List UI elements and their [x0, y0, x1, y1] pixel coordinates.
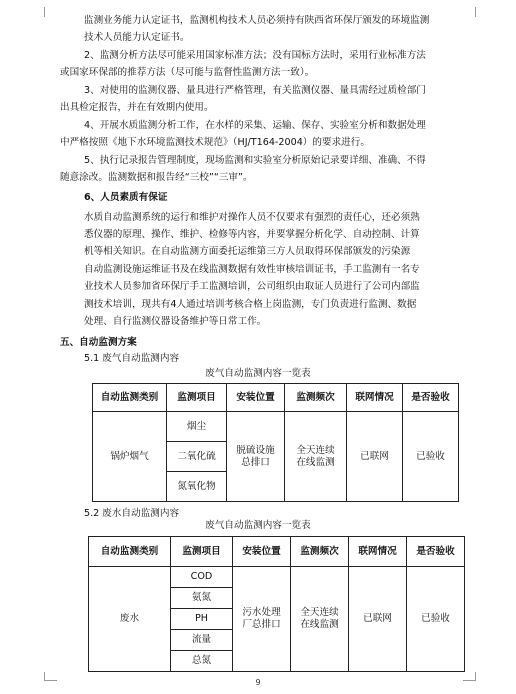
- table-caption: 废气自动监测内容一览表: [205, 520, 311, 531]
- crop-mark-top-left: [44, 7, 55, 17]
- paragraph-line: 5、执行记录报告管理制度，现场监测和实验室分析原始记录要详细、准确、不得: [84, 155, 426, 166]
- table-cell-accepted: 已验收: [403, 412, 459, 502]
- table-caption: 废气自动监测内容一览表: [205, 368, 311, 379]
- crop-mark-top-right: [465, 7, 476, 17]
- table-header: 监测频次: [285, 384, 347, 412]
- table-header: 是否验收: [407, 537, 465, 567]
- section-heading: 五、自动监测方案: [60, 337, 137, 348]
- table-cell-frequency: 全天连续在线监测: [285, 412, 347, 502]
- table-header: 监测项目: [171, 537, 233, 567]
- table-cell-category: 废水: [89, 567, 171, 672]
- paragraph-line: 机等相关知识。在自动监测方面委托运维第三方人员取得环保部颁发的污染源: [84, 246, 411, 257]
- table-header: 是否验收: [403, 384, 459, 412]
- table-header: 联网情况: [349, 537, 407, 567]
- table-header: 安装位置: [227, 384, 285, 412]
- table-cell-accepted: 已验收: [407, 567, 465, 672]
- table-header: 安装位置: [233, 537, 291, 567]
- table-cell-item: 氮氧化物: [167, 472, 227, 502]
- paragraph-line: 处理、自行监测仪器设备维护等日常工作。: [84, 316, 267, 327]
- paragraph-line: 业技术人员参加省环保厅手工监测培训，公司组织由取证人员进行了公司内部监: [84, 281, 420, 292]
- table-header: 自动监测类别: [89, 537, 171, 567]
- wastewater-monitoring-table: [88, 536, 465, 672]
- paragraph-line: 中严格按照《地下水环境监测技术规范》（HJ/T164-2004）的要求进行。: [60, 137, 370, 148]
- table-cell-item: 流量: [171, 630, 233, 651]
- table-cell-location: 污水处理厂总排口: [233, 567, 291, 672]
- table-cell-item: 烟尘: [167, 412, 227, 442]
- table-cell-category: 锅炉烟气: [93, 412, 167, 502]
- subsection-heading: 5.1 废气自动监测内容: [84, 353, 180, 364]
- paragraph-line: 自动监测设施运维证书及在线监测数据有效性审核培训证书，手工监测有一名专: [84, 264, 420, 275]
- paragraph-line: 监测业务能力认定证书，监测机构技术人员必须持有陕西省环保厅颁发的环境监测: [84, 15, 430, 26]
- paragraph-line: 4、开展水质监测分析工作，在水样的采集、运输、保存、实验室分析和数据处理: [84, 120, 426, 131]
- table-header: 监测频次: [291, 537, 349, 567]
- table-cell-item: COD: [171, 567, 233, 588]
- page-number: 9: [255, 678, 261, 687]
- paragraph-line: 测技术培训，现共有4人通过培训考核合格上岗监测，专门负责进行监测、数据: [84, 299, 417, 310]
- paragraph-line: 随意涂改。监测数据和报告经“三校”“三审”。: [60, 172, 253, 183]
- paragraph-line: 出具检定报告，并在有效期内使用。: [60, 102, 214, 113]
- table-header: 联网情况: [347, 384, 403, 412]
- table-cell-network: 已联网: [347, 412, 403, 502]
- table-cell-item: 氨氮: [171, 588, 233, 609]
- table-cell-network: 已联网: [349, 567, 407, 672]
- paragraph-line: 3、对使用的监测仪器、量具进行严格管理，有关监测仪器、量具需经过质检部门: [84, 85, 426, 96]
- table-cell-item: 二氧化硫: [167, 442, 227, 472]
- paragraph-line: 2、监测分析方法尽可能采用国家标准方法；没有国标方法时，采用行业标准方法: [84, 50, 426, 61]
- table-cell-item: PH: [171, 609, 233, 630]
- table-cell-frequency: 全天连续在线监测: [291, 567, 349, 672]
- table-cell-location: 脱硫设施总排口: [227, 412, 285, 502]
- table-cell-item: 总氮: [171, 651, 233, 672]
- table-header: 监测项目: [167, 384, 227, 412]
- section-heading: 6、人员素质有保证: [84, 192, 168, 203]
- subsection-heading: 5.2 废水自动监测内容: [84, 508, 180, 519]
- table-header: 自动监测类别: [93, 384, 167, 412]
- exhaust-monitoring-table: [92, 383, 459, 502]
- paragraph-line: 水质自动监测系统的运行和维护对操作人员不仅要求有强烈的责任心，还必须熟: [84, 212, 420, 223]
- paragraph-line: 或国家环保部的推荐方法（尽可能与监督性监测方法一致）。: [60, 67, 315, 78]
- paragraph-line: 悉仪器的原理、操作、维护、检修等内容，并要掌握分析化学、自动控制、计算: [84, 229, 420, 240]
- paragraph-line: 技术人员能力认定证书。: [84, 32, 190, 43]
